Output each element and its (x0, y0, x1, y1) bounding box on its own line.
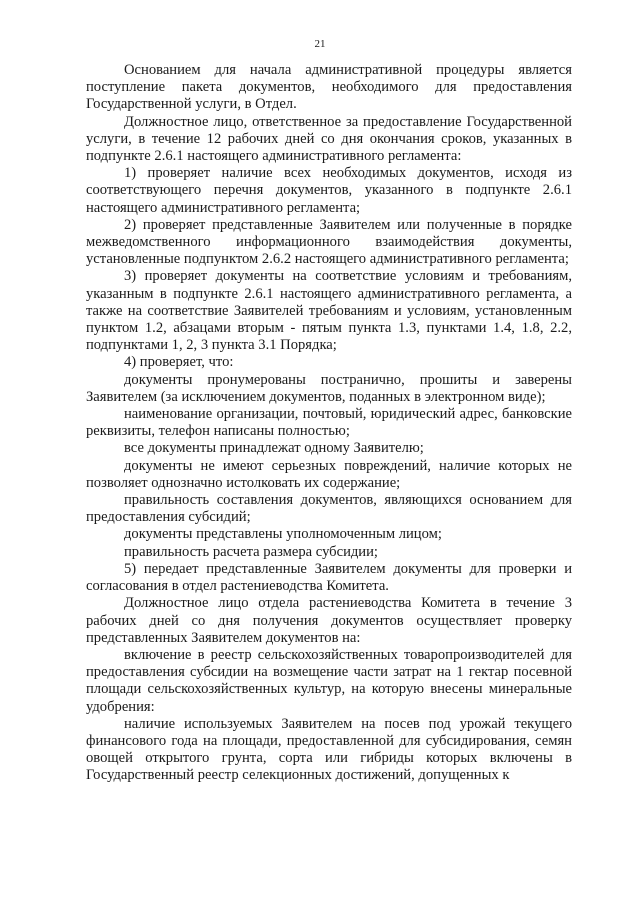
paragraph-item-5: 5) передает представленные Заявителем документы для проверки и согласования в отдел растениеводства Комитета. (86, 560, 572, 595)
paragraph-check-single-applicant: все документы принадлежат одному Заявителю; (124, 440, 424, 457)
paragraph-check-numbering: документы пронумерованы постранично, прошиты и заверены Заявителем (за исключением документов, поданных в электронном виде); (86, 371, 572, 405)
paragraph-item-4: 4) проверяет, что: (124, 354, 234, 371)
document-body (86, 62, 572, 785)
paragraph-basis: Основанием для начала административной процедуры является поступление пакета документов, необходимого для предоставления Государственной услуги, в Отдел. (86, 62, 572, 113)
page-number: 21 (314, 38, 326, 50)
paragraph-item-2: 2) проверяет представленные Заявителем или полученные в порядке межведомственного информационного взаимодействия документы, установленные подпунктом 2.6.2 настоящего административного регламента; (86, 216, 572, 268)
paragraph-seeds-check: наличие используемых Заявителем на посев под урожай текущего финансового года на площади, предоставленной для субсидирования, семян овощей открытого грунта, сорта или гибриды которых включены в Государственный реестр селекционных достижений, допущенных к (86, 715, 572, 784)
paragraph-item-3: 3) проверяет документы на соответствие условиям и требованиям, указанным в подпункте 2.6.1 настоящего административного регламента, а также на соответствие Заявителей требованиям и условиям, установленным пунктом 1.2, абзацами вторым - пятым пункта 1.3, пунктами 1.4, 1.8, 2.2, подпунктами 1, 2, 3 пункта 3.1 Порядка; (86, 268, 572, 354)
paragraph-check-damage: документы не имеют серьезных повреждений, наличие которых не позволяет однозначно истолковать их содержание; (86, 457, 572, 491)
paragraph-item-1: 1) проверяет наличие всех необходимых документов, исходя из соответствующего перечня документов, указанного в подпункте 2.6.1 настоящего административного регламента; (86, 165, 572, 216)
paragraph-check-calculation: правильность расчета размера субсидии; (124, 543, 378, 560)
paragraph-check-authorized: документы представлены уполномоченным лицом; (124, 526, 442, 543)
paragraph-official-duties: Должностное лицо, ответственное за предоставление Государственной услуги, в течение 12 рабочих дней со дня окончания сроков, указанных в подпункте 2.6.1 настоящего административного регламента: (86, 113, 572, 165)
paragraph-check-correctness: правильность составления документов, являющихся основанием для предоставления субсидий; (86, 492, 572, 526)
paragraph-registry-inclusion: включение в реестр сельскохозяйственных товаропроизводителей для предоставления субсидии на возмещение части затрат на 1 гектар посевной площади сельскохозяйственных культур, на которую внесены минеральные удобрения: (86, 646, 572, 715)
paragraph-check-details: наименование организации, почтовый, юридический адрес, банковские реквизиты, телефон написаны полностью; (86, 406, 572, 440)
paragraph-crop-department: Должностное лицо отдела растениеводства Комитета в течение 3 рабочих дней со дня получения документов осуществляет проверку представленных Заявителем документов на: (86, 595, 572, 646)
